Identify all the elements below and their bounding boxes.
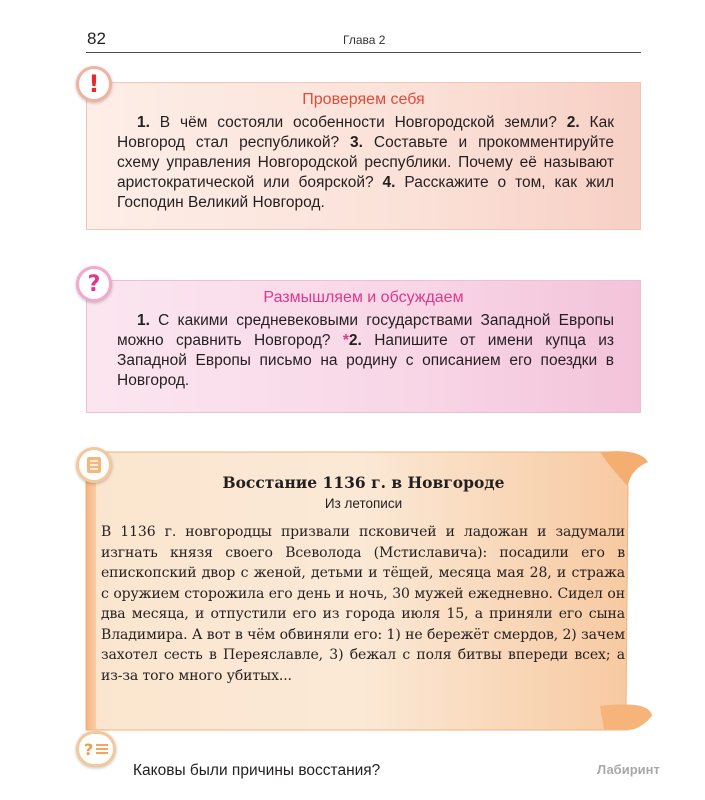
source-text: В 1136 г. новгородцы призвали псковичей и ладожан и задумали изгнать князя своего Всеволода (Мстиславича): посадили его в епископский двор с женой, детьми и тёщей, месяца мая 28, и стража с оружием сторожила его день и ночь, 30 мужей ежедневно. Сидел он два месяца, и отпустили его из города июля 15, а приняли его сына Владимира. А вот в чём обвиняли его: 1) не бережёт смердов, 2) зачем захотел сесть в Переяславле, 3) бежал с поля битвы впереди всех; а из-за того много убитых... [101,524,625,684]
question-text: Расскажите о том, как жил Господин Великий Новгород. [117,174,614,211]
question-text: Напишите от имени купца из Западной Европы письмо на родину с описанием его поездки в Новгород. [117,332,614,389]
question-number: 1. [137,312,150,329]
question-number: 1. [137,114,150,131]
check-yourself-title: Проверяем себя [302,91,425,108]
question-icon: ? [76,266,112,302]
page-number: 82 [87,29,106,48]
question-number: 3. [350,134,363,151]
question-text: С какими средневековыми государствами Западной Европы можно сравнить Новгород? [117,312,614,349]
question-text: Составьте и прокомментируйте схему управления Новгородской республики. Почему её называют аристократической или боярской? [117,134,614,191]
exclamation-icon: ! [76,66,112,102]
source-subtitle: Из летописи [324,496,403,511]
reflection-question: Каковы были причины восстания? [133,762,381,779]
question-number: 4. [382,174,396,191]
svg-text:?: ? [84,740,94,758]
chapter-title: Глава 2 [343,33,386,47]
question-list-icon [76,731,116,767]
think-discuss-title: Размышляем и обсуждаем [263,289,464,306]
asterisk-mark: * [342,332,349,349]
question-number: 2. [566,114,580,131]
source-title: Восстание 1136 г. в Новгороде [222,473,505,492]
question-number: 2. [348,332,362,349]
question-text: Как Новгород стал республикой? [117,114,614,151]
watermark: Лабиринт [597,762,660,777]
question-text: В чём состояли особенности Новгородской земли? [149,114,567,131]
